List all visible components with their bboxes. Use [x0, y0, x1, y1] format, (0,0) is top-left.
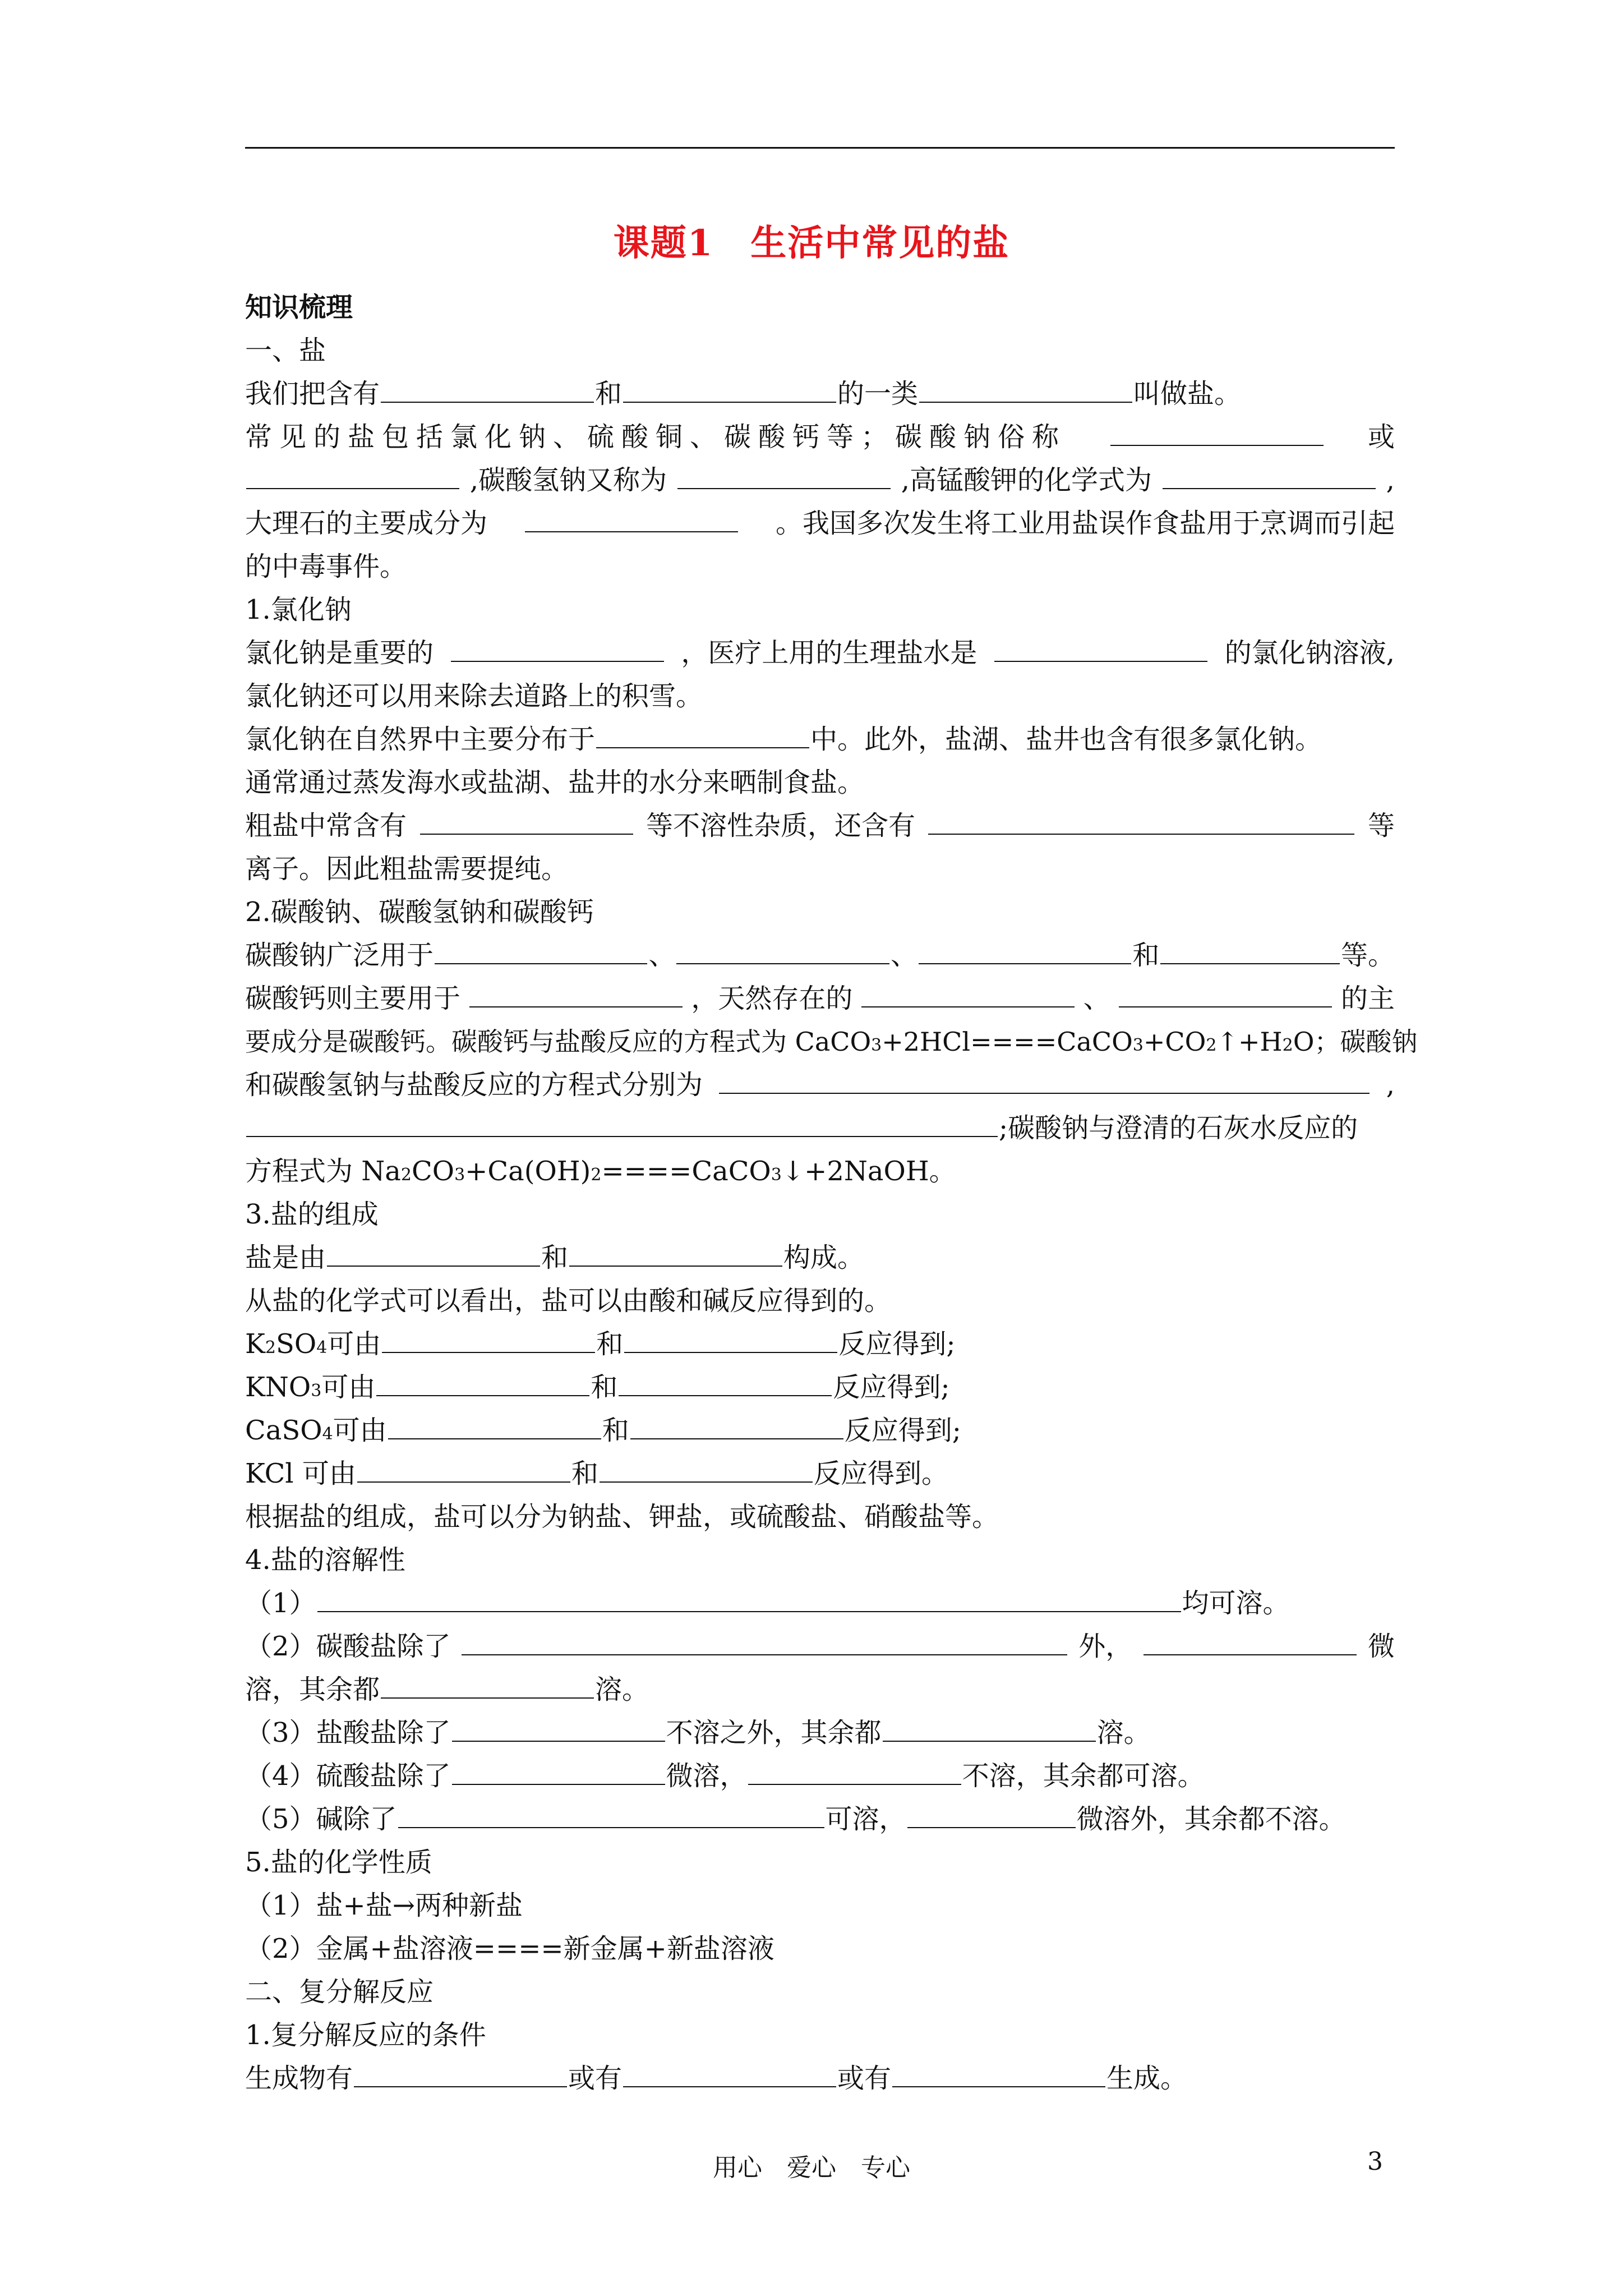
answer-blank[interactable]: [357, 1461, 570, 1483]
answer-blank[interactable]: [919, 943, 1131, 964]
conditions-line: 生成物有 或有 或有 生成。: [245, 2063, 1188, 2094]
composition-line-1: 盐是由 和 构成。: [245, 1242, 865, 1273]
subsection-nacl: 1.氯化钠: [245, 594, 352, 625]
answer-blank[interactable]: [388, 1418, 601, 1439]
answer-blank[interactable]: [327, 1245, 540, 1267]
section-heading: 知识梳理: [245, 292, 353, 323]
answer-blank[interactable]: [1144, 1634, 1357, 1655]
subsection-chemical-properties: 5.盐的化学性质: [245, 1847, 432, 1878]
nacl-line-3: 氯化钠在自然界中主要分布于 中。此外，盐湖、盐井也含有很多氯化钠。: [245, 724, 1322, 755]
answer-blank[interactable]: [381, 381, 594, 403]
document-body: [245, 286, 1418, 2100]
answer-blank[interactable]: [994, 641, 1207, 662]
answer-blank[interactable]: [892, 2066, 1105, 2087]
solubility-line-3: 溶，其余都 溶。: [245, 1674, 649, 1705]
common-salts-line-1: 常见的盐包括氯化钠、硫酸铜、碳酸钙等；碳酸钠俗称 或: [245, 421, 1395, 453]
nacl-line-5: 粗盐中常含有 等不溶性杂质，还含有 等: [245, 810, 1395, 841]
answer-blank[interactable]: [1163, 468, 1376, 489]
solubility-line-6: （5）碱除了 可溶， 微溶外，其余都不溶。: [245, 1803, 1346, 1835]
composition-line-3: 根据盐的组成，盐可以分为钠盐、钾盐，或硫酸盐、硝酸盐等。: [245, 1501, 999, 1533]
carbonate-line-5: ;碳酸钠与澄清的石灰水反应的: [245, 1107, 1395, 1150]
solubility-line-5: （4）硫酸盐除了 微溶， 不溶，其余都可溶。: [245, 1760, 1205, 1792]
subsection-solubility: 4.盐的溶解性: [245, 1544, 405, 1576]
solubility-line-4: （3）盐酸盐除了 不溶之外，其余都 溶。: [245, 1717, 1151, 1749]
kcl-line: KCl 可由 和 反应得到。: [245, 1458, 948, 1489]
carbonate-line-3: 要成分是碳酸钙。碳酸钙与盐酸反应的方程式为 CaCO 3 +2HCl====CaCO 3 +CO 2 ↑+H 2 O；碳酸钠: [245, 1027, 1418, 1057]
part-heading-double-decomposition: 二、复分解反应: [245, 1976, 434, 2008]
answer-blank[interactable]: [469, 986, 683, 1007]
carbonate-line-1: 碳酸钠广泛用于 、 、 和 等。: [245, 940, 1395, 971]
answer-blank[interactable]: [624, 1332, 837, 1353]
answer-blank[interactable]: [719, 1073, 1370, 1094]
answer-blank[interactable]: [630, 1418, 843, 1439]
solubility-line-2: （2）碳酸盐除了 外， 微: [245, 1631, 1395, 1662]
common-salts-line-3: 大理石的主要成分为 。我国多次发生将工业用盐误作食盐用于烹调而引起: [245, 508, 1395, 539]
answer-blank[interactable]: [398, 1807, 824, 1828]
answer-blank[interactable]: [376, 1375, 589, 1396]
answer-blank[interactable]: [928, 813, 1354, 835]
answer-blank[interactable]: [452, 1720, 665, 1742]
answer-blank[interactable]: [1160, 943, 1340, 964]
answer-blank[interactable]: [1119, 986, 1332, 1007]
answer-blank[interactable]: [600, 1461, 813, 1483]
answer-blank[interactable]: [748, 1764, 961, 1785]
carbonate-line-2: 碳酸钙则主要用于 ，天然存在的 、 的主: [245, 983, 1395, 1014]
answer-blank[interactable]: [623, 2066, 836, 2087]
answer-blank[interactable]: [596, 727, 809, 748]
answer-blank[interactable]: [317, 1591, 1181, 1612]
answer-blank[interactable]: [452, 1764, 665, 1785]
answer-blank[interactable]: [354, 2066, 567, 2087]
carbonate-line-6: 方程式为 Na 2 CO 3 +Ca(OH) 2 ====CaCO 3 ↓+2NaOH。: [245, 1156, 956, 1187]
part-heading-salt: 一、盐: [245, 335, 326, 366]
answer-blank[interactable]: [676, 943, 889, 964]
caso4-line: CaSO 4 可由 和 反应得到;: [245, 1415, 961, 1446]
nacl-line-2: 氯化钠还可以用来除去道路上的积雪。: [245, 680, 703, 712]
answer-blank[interactable]: [1110, 425, 1324, 446]
carbonate-line-4: 和碳酸氢钠与盐酸反应的方程式分别为 ,: [245, 1069, 1395, 1101]
answer-blank[interactable]: [861, 986, 1075, 1007]
answer-blank[interactable]: [677, 468, 891, 489]
answer-blank[interactable]: [883, 1720, 1096, 1742]
answer-blank[interactable]: [623, 381, 836, 403]
answer-blank[interactable]: [381, 1677, 594, 1699]
common-salts-line-4: 的中毒事件。: [245, 551, 407, 582]
answer-blank[interactable]: [435, 943, 647, 964]
subsection-conditions: 1.复分解反应的条件: [245, 2019, 486, 2051]
answer-blank[interactable]: [569, 1245, 782, 1267]
footer-motto: 用心 爱心 专心: [713, 2154, 910, 2182]
page-number: 3: [1367, 2147, 1383, 2176]
answer-blank[interactable]: [525, 511, 738, 532]
answer-blank[interactable]: [382, 1332, 595, 1353]
subsection-carbonates: 2.碳酸钠、碳酸氢钠和碳酸钙: [245, 896, 594, 928]
answer-blank[interactable]: [246, 468, 459, 489]
nacl-line-6: 离子。因此粗盐需要提纯。: [245, 853, 569, 885]
common-salts-line-2: ,碳酸氢钠又称为 ,高锰酸钾的化学式为 ,: [245, 459, 1395, 502]
chem-property-2: （2）金属+盐溶液====新金属+新盐溶液: [245, 1933, 774, 1964]
answer-blank[interactable]: [462, 1634, 1067, 1655]
answer-blank[interactable]: [246, 1116, 998, 1137]
subsection-composition: 3.盐的组成: [245, 1199, 379, 1230]
k2so4-line: K 2 SO 4 可由 和 反应得到;: [245, 1328, 956, 1360]
answer-blank[interactable]: [420, 813, 633, 835]
kno3-line: KNO 3 可由 和 反应得到;: [245, 1372, 950, 1403]
composition-line-2: 从盐的化学式可以看出，盐可以由酸和碱反应得到的。: [245, 1285, 892, 1317]
page-title: 课题1 生活中常见的盐: [613, 222, 1010, 264]
solubility-line-1: （1） 均可溶。: [245, 1588, 1290, 1619]
nacl-line-4: 通常通过蒸发海水或盐湖、盐井的水分来晒制食盐。: [245, 767, 865, 798]
answer-blank[interactable]: [619, 1375, 832, 1396]
nacl-line-1: 氯化钠是重要的 ，医疗上用的生理盐水是 的氯化钠溶液,: [245, 637, 1395, 669]
answer-blank[interactable]: [451, 641, 664, 662]
answer-blank[interactable]: [919, 381, 1132, 403]
answer-blank[interactable]: [907, 1807, 1076, 1828]
chem-property-1: （1）盐+盐→两种新盐: [245, 1890, 523, 1921]
salt-definition-line: 我们把含有 和 的一类 叫做盐。: [245, 378, 1242, 409]
header-rule: [245, 147, 1395, 149]
